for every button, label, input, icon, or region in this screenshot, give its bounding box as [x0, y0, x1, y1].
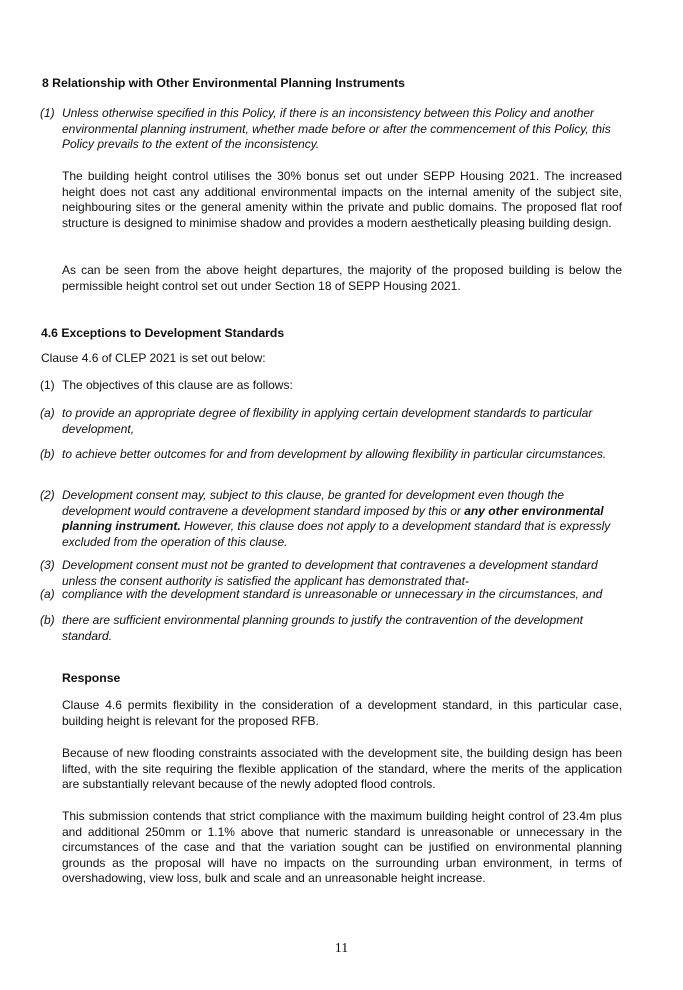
- response-paragraph-1: Clause 4.6 permits flexibility in the consideration of a development standard, in this particular case, building height is relevant for the proposed RFB.: [62, 698, 622, 728]
- s46-clause-2: [40, 488, 630, 550]
- clause-number: (b): [40, 447, 55, 461]
- response-heading: Response: [62, 671, 121, 685]
- response-paragraph-2: Because of new flooding constraints associated with the development site, the building design has been lifted, with the site requiring the flexible application of the standard, where the merits of the application are substantially relevant because of the newly adopted flood controls.: [62, 746, 622, 792]
- clause-text: compliance with the development standard is unreasonable or unnecessary in the circumstances, and: [62, 587, 603, 601]
- clause-number: (a): [40, 587, 55, 601]
- clause-text: Development consent must not be granted to development that contravenes a development standard unless the consent authority is satisfied the applicant has demonstrated that-: [62, 558, 598, 588]
- section-8-heading: 8 Relationship with Other Environmental Planning Instruments: [42, 76, 405, 90]
- clause-text-bold: any other environmental planning instrument.: [62, 503, 604, 534]
- clause-number: (1): [40, 106, 55, 120]
- clause-number: (b): [40, 613, 55, 627]
- response-paragraph-3: This submission contends that strict compliance with the maximum building height control of 23.4m plus and additional 250mm or 1.1% above that numeric standard is unreasonable or unnecessary in the circumstances of the case and that the variation sought can be justified on environmental planning grounds as the proposal will have no impacts on the surrounding urban environment, in terms of overshadowing, view loss, bulk and scale and an unreasonable height increase.: [62, 809, 622, 886]
- s46-clause-3a: [40, 587, 630, 603]
- clause-text-b: However, this clause does not apply to a development standard that is expressly excluded from the operation of this clause.: [62, 519, 611, 549]
- clause-text: there are sufficient environmental planning grounds to justify the contravention of the development standard.: [62, 613, 583, 643]
- clause-number: (2): [40, 488, 55, 502]
- s46-clause-3: [40, 558, 630, 589]
- s46-clause-3b: [40, 613, 630, 644]
- clause-number: (a): [40, 406, 55, 420]
- s46-clause-1b: [40, 447, 630, 463]
- page-number: 11: [334, 941, 349, 956]
- clause-text: to achieve better outcomes for and from development by allowing flexibility in particular circumstances.: [62, 447, 607, 461]
- s46-clause-1: [40, 378, 630, 394]
- clause-number: (3): [40, 558, 55, 572]
- clause-text: [62, 488, 630, 550]
- s46-intro: Clause 4.6 of CLEP 2021 is set out below:: [41, 351, 266, 365]
- s46-clause-1a: [40, 406, 630, 437]
- clause-text: to provide an appropriate degree of flexibility in applying certain development standards to particular development,: [62, 406, 593, 436]
- clause-text-a: Development consent may, subject to this clause, be granted for development even though the development would contravene a development standard imposed by this or: [62, 488, 565, 518]
- section-4-6-heading: 4.6 Exceptions to Development Standards: [41, 326, 285, 340]
- s8-paragraph-1: The building height control utilises the 30% bonus set out under SEPP Housing 2021. The increased height does not cast any additional environmental impacts on the internal amenity of the subject site, neighbouring sites or the general amenity within the private and public domains. The proposed flat roof structure is designed to minimise shadow and provides a modern aesthetically pleasing building design.: [62, 169, 622, 230]
- s8-paragraph-2: As can be seen from the above height departures, the majority of the proposed building is below the permissible height control set out under Section 18 of SEPP Housing 2021.: [62, 263, 622, 293]
- clause-number: (1): [40, 378, 55, 392]
- clause-text: Unless otherwise specified in this Policy, if there is an inconsistency between this Policy and another environmental planning instrument, whether made before or after the commencement of this Policy, this Policy prevails to the extent of the inconsistency.: [62, 106, 611, 152]
- clause-text: The objectives of this clause are as follows:: [62, 378, 293, 392]
- s8-clause-1: [40, 106, 630, 153]
